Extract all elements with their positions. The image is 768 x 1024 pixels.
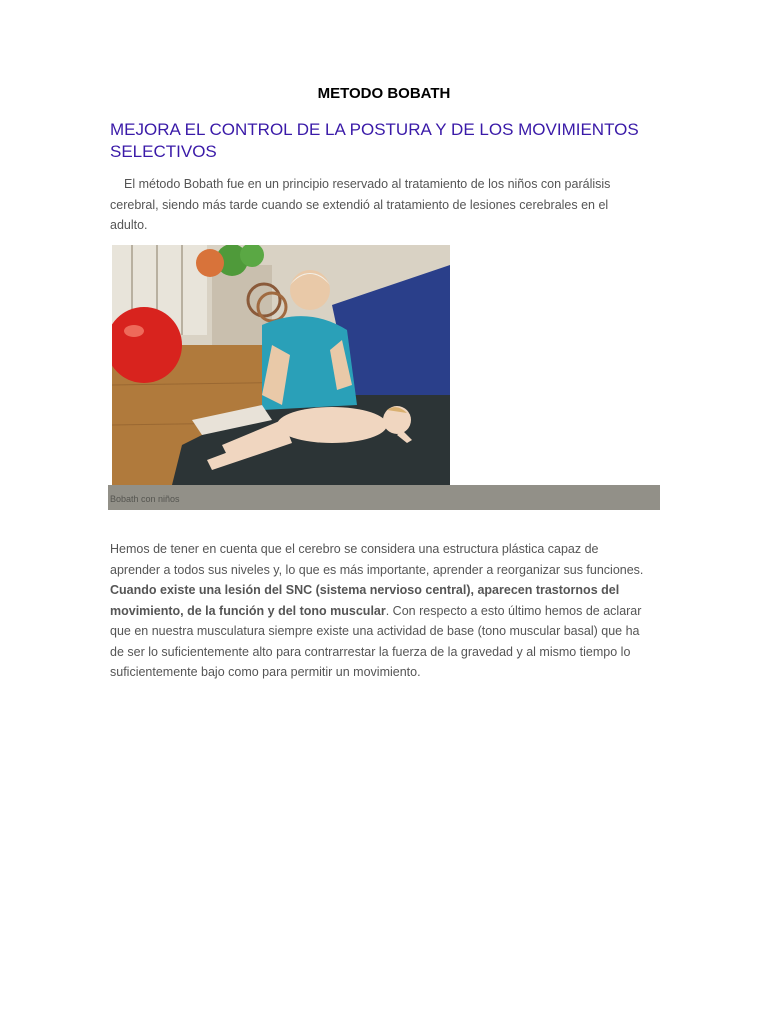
body-paragraph-bold: Cuando existe una lesión del SNC (sistema nervioso central), aparecen trastornos del movimiento, de la función y del tono muscular xyxy=(110,583,620,618)
document-title: METODO BOBATH xyxy=(317,85,451,102)
therapy-photo xyxy=(112,245,450,485)
body-paragraph xyxy=(110,539,650,683)
intro-paragraph: El método Bobath fue en un principio reservado al tratamiento de los niños con parálisis cerebral, siendo más tarde cuando se extendió al tratamiento de lesiones cerebrales en el adulto. xyxy=(110,177,611,232)
therapy-photo-illustration xyxy=(112,245,450,485)
body-paragraph-part1: Hemos de tener en cuenta que el cerebro se considera una estructura plástica capaz de aprender a todos sus niveles y, lo que es más importante, aprender a reorganizar sus funciones. xyxy=(110,542,644,577)
body-paragraph-part2: . Con respecto a esto último hemos de aclarar que en nuestra musculatura siempre existe una actividad de base (tono muscular basal) que ha de ser lo suficientemente alto para contrarrestar la fuerza de la gravedad y al mismo tiempo lo suficientemente bajo como para permitir un movimiento. xyxy=(110,603,642,679)
figure-caption: Bobath con niños xyxy=(110,494,180,504)
caption-bar xyxy=(108,485,660,510)
document-subtitle: MEJORA EL CONTROL DE LA POSTURA Y DE LOS MOVIMIENTOS SELECTIVOS xyxy=(110,120,639,161)
figure xyxy=(108,245,660,510)
